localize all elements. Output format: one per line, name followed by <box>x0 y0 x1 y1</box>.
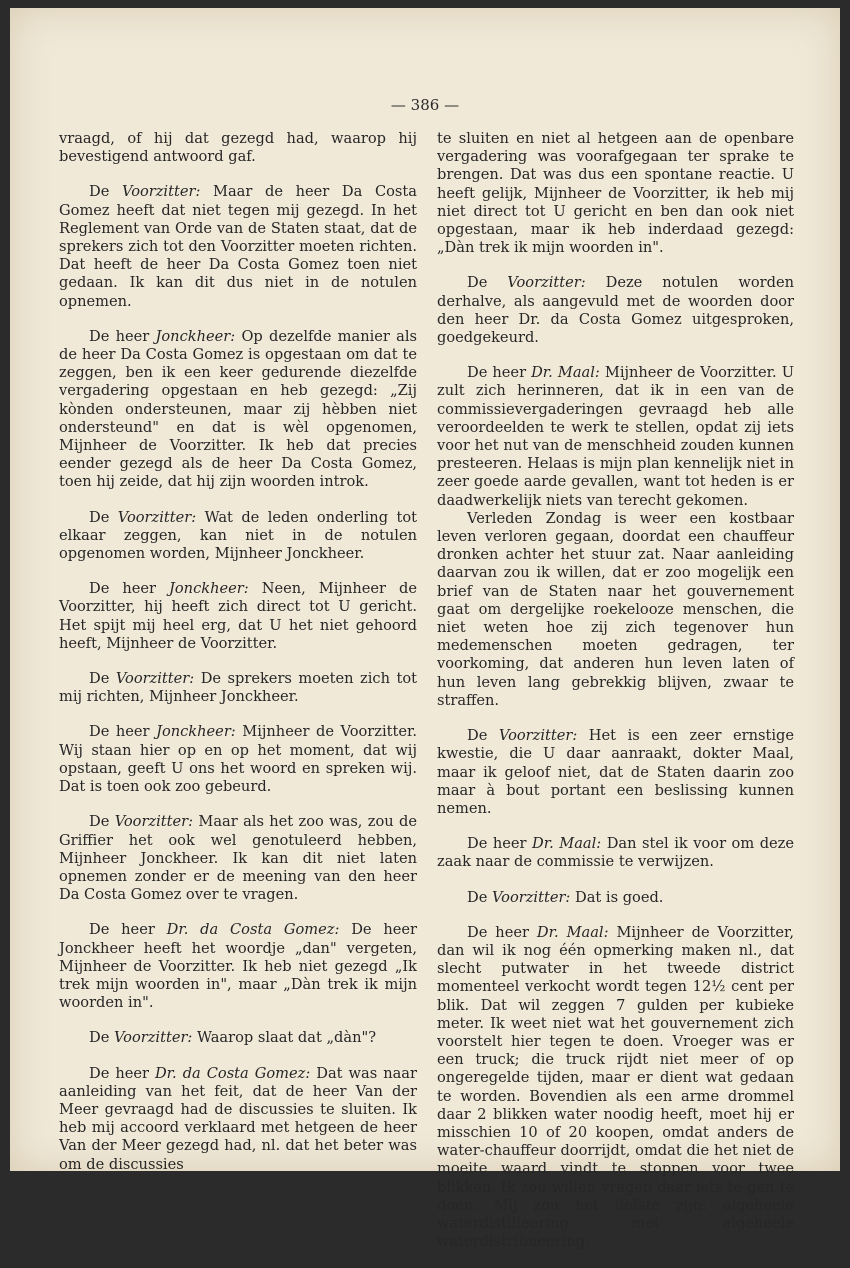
paragraph: De heer Jonckheer: Op dezelfde manier als de heer Da Costa Gomez is opgestaan om dat te zeggen, ben ik een keer gedurende diezelfde vergadering opgestaan en heb gezegd: „Zij kònden ondersteunen, maar zij hèbben niet ondersteund" en dat is wèl opgenomen, Mijnheer de Voorzitter. Ik heb dat precies eender gezegd als de heer Da Costa Gomez, toen hij zeide, dat hij zijn woorden introk. <box>59 327 418 491</box>
paragraph: De heer Jonckheer: Mijnheer de Voorzitter. Wij staan hier op en op het moment, dat wij opstaan, geeft U ons het woord en spreken wij. Dat is toen ook zoo gebeurd. <box>59 723 418 796</box>
paragraph: De Voorzitter: Wat de leden onderling tot elkaar zeggen, kan niet in de notulen opgenomen worden, Mijnheer Jonckheer. <box>59 508 417 563</box>
speaker-label: Dr. da Costa Gomez: <box>154 1064 311 1082</box>
speaker-label: Voorzitter: <box>113 1029 193 1047</box>
paragraph: De Voorzitter: De sprekers moeten zich tot mij richten, Mijnheer Jonckheer. <box>59 670 417 706</box>
speaker-label: Voorzitter: <box>114 813 194 831</box>
right-column <box>437 130 794 1268</box>
paragraph: De heer Dr. Maal: Mijnheer de Voorzitter, dan wil ik nog één opmerking maken nl., dat slecht putwater in het tweede district momenteel verkocht wordt tegen 12½ cent per blik. Dat wil zeggen 7 gulden per kubieke meter. Ik weet niet wat het gouvernement zich voorstelt hier tegen te doen. Vroeger was er een truck; die truck rijdt niet meer of op ongeregelde tijden, maar er dient wat gedaan te worden. Bovendien als een arme drommel daar 2 blikken water noodig heeft, moet hij er misschien 10 of 20 koopen, omdat anders de water-chauffeur doorrijdt, omdat die het niet de moeite waard vindt te stoppen voor twee blikken. Ik zou willen vragen daar iets te gen te doen. Mij zou het liefste zijn: algeheele waterdistilleering met algeheele waterdistribueering. <box>437 923 795 1251</box>
speaker-label: Voorzitter: <box>117 508 197 526</box>
paragraph: De heer Dr. da Costa Gomez: De heer Jonckheer heeft het woordje „dan" vergeten, Mijnheer de Voorzitter. Ik heb niet gezegd „Ik trek mijn woorden in", maar „Dàn trek ik mijn woorden in". <box>59 921 417 1012</box>
page-number: — 386 — <box>390 96 460 114</box>
paragraph: De Voorzitter: Maar als het zoo was, zou de Griffier het ook wel genotuleerd hebben, Mijnheer Jonckheer. Ik kan dit niet laten opnemen zonder er de meening van den heer Da Costa Gomez over te vragen. <box>59 813 417 904</box>
paragraph: De heer Dr. Maal: Dan stel ik voor om deze zaak naar de commissie te verwijzen. <box>437 835 795 871</box>
speaker-label: Voorzitter: <box>491 888 571 906</box>
speaker-label: Voorzitter: <box>507 274 586 292</box>
speaker-label: Jonckheer: <box>169 580 249 598</box>
speaker-label: Dr. Maal: <box>532 835 602 853</box>
paragraph: vraagd, of hij dat gezegd had, waarop hij bevestigend antwoord gaf. <box>59 130 417 166</box>
paragraph: De heer Jonckheer: Neen, Mijnheer de Voorzitter, hij heeft zich direct tot U gericht. Het spijt mij heel erg, dat U het niet gehoord heeft, Mijnheer de Voorzitter. <box>59 580 417 652</box>
paragraph: De Voorzitter: Waarop slaat dat „dàn"? <box>89 1029 377 1047</box>
speaker-label: Dr. da Costa Gomez: <box>166 921 340 939</box>
speaker-label: Voorzitter: <box>115 670 195 688</box>
speaker-label: Dr. Maal: <box>536 923 609 941</box>
speaker-label: Dr. Maal: <box>531 364 600 382</box>
paragraph: De Voorzitter: Dat is goed. <box>467 888 664 906</box>
speaker-label: Jonckheer: <box>155 327 236 345</box>
paragraph: De heer Dr. da Costa Gomez: Dat was naar aanleiding van het feit, dat de heer Van der Meer gevraagd had de discussies te sluiten. Ik heb mij accoord verklaard met hetgeen de heer Van der Meer gezegd had, nl. dat het beter was om de discussies <box>59 1064 417 1173</box>
left-column <box>59 130 417 1191</box>
paragraph: Verleden Zondag is weer een kostbaar leven verloren gegaan, doordat een chauffeur dronken achter het stuur zat. Naar aanleiding daarvan zou ik willen, dat er zoo mogelijk een brief van de Staten naar het gouvernement gaat om dergelijke roekelooze menschen, die niet weten hoe zij zich tegenover hun medemenschen moeten gedragen, ter voorkoming, dat anderen hun leven laten of hun leven lang gebrekkig blijven, zwaar te straffen. <box>437 509 794 709</box>
speaker-label: Voorzitter: <box>498 727 578 745</box>
paragraph: De Voorzitter: Deze notulen worden derhalve, als aangevuld met de woorden door den heer Dr. da Costa Gomez uitgesproken, goedgekeurd. <box>437 274 794 347</box>
speaker-label: Jonckheer: <box>156 723 236 741</box>
speaker-label: Voorzitter: <box>122 183 201 201</box>
document-page <box>10 8 840 1251</box>
paragraph: De Voorzitter: Maar de heer Da Costa Gomez heeft dat niet tegen mij gezegd. In het Reglement van Orde van de Staten staat, dat de sprekers zich tot den Voorzitter moeten richten. Dat heeft de heer Da Costa Gomez toen niet gedaan. Ik kan dit dus niet in de notulen opnemen. <box>59 183 417 310</box>
paragraph: De Voorzitter: Het is een zeer ernstige kwestie, die U daar aanraakt, dokter Maal, maar ik geloof niet, dat de Staten daarin zoo maar à bout portant een beslissing kunnen nemen. <box>437 727 794 817</box>
paragraph: De heer Dr. Maal: Mijnheer de Voorzitter. U zult zich herinneren, dat ik in een van de commissievergaderingen gevraagd heb alle veroordeelden te werk te stellen, opdat zij iets voor het nut van de menschheid zouden kunnen presteeren. Helaas is mijn plan kennelijk niet in zeer goede aarde gevallen, want tot heden is er daadwerkelijk niets van terecht gekomen. <box>437 364 794 509</box>
paragraph: te sluiten en niet al hetgeen aan de openbare vergadering was voorafgegaan ter sprake te brengen. Dat was dus een spontane reactie. U heeft gelijk, Mijnheer de Voorzitter, ik heb mij niet direct tot U gericht en ben dan ook niet opgestaan, maar ik heb inderdaad gezegd: „Dàn trek ik mijn woorden in". <box>437 130 794 257</box>
